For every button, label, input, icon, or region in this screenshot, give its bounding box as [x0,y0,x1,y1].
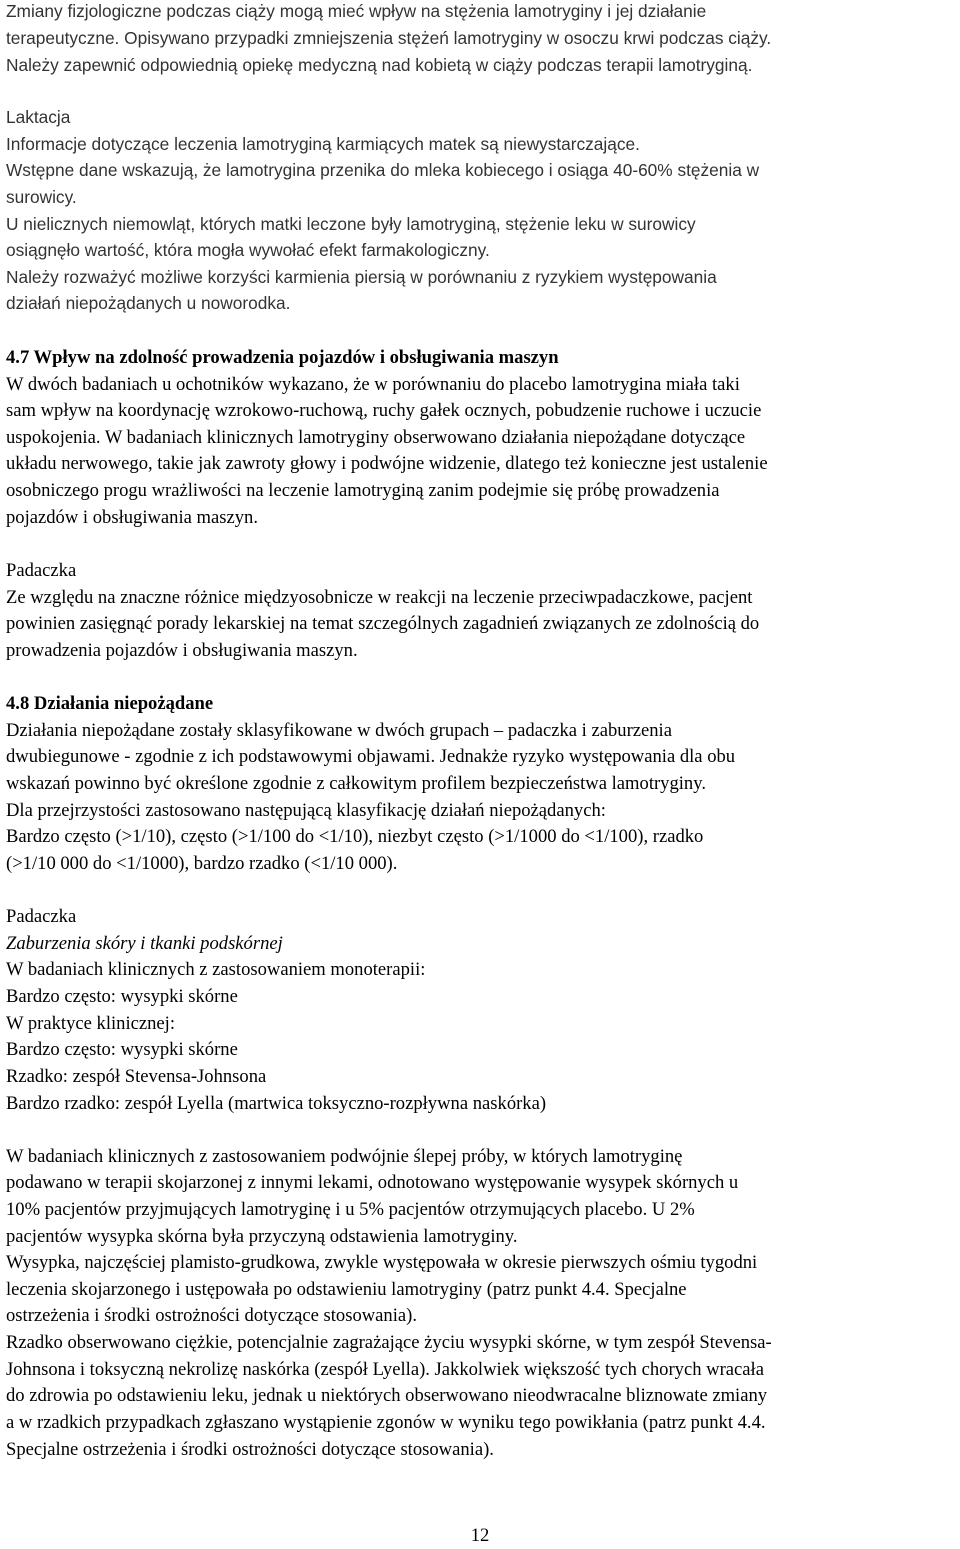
text-line: W dwóch badaniach u ochotników wykazano, że w porównaniu do placebo lamotrygina miała taki [6,374,740,395]
text-line: W praktyce klinicznej: [6,1013,175,1034]
text-line: osobniczego progu wrażliwości na leczenie lamotryginą zanim podejmie się próbę prowadzenia [6,480,720,501]
page-number: 12 [470,1525,490,1546]
text-line: Bardzo często: wysypki skórne [6,1039,238,1060]
text-line: pacjentów wysypka skórna była przyczyną odstawienia lamotryginy. [6,1226,518,1247]
text-line: surowicy. [6,187,77,207]
text-line: Bardzo często: wysypki skórne [6,986,238,1007]
text-line: prowadzenia pojazdów i obsługiwania maszyn. [6,640,358,661]
text-line: Ze względu na znaczne różnice międzyosobnicze w reakcji na leczenie przeciwpadaczkowe, pacjent [6,587,753,608]
text-line: układu nerwowego, takie jak zawroty głowy i podwójne widzenie, dlatego też konieczne jest ustalenie [6,453,768,474]
text-line: a w rzadkich przypadkach zgłaszano wystąpienie zgonów w wyniku tego powikłania (patrz punkt 4.4. [6,1412,766,1433]
text-line: Bardzo często (>1/10), często (>1/100 do <1/10), niezbyt często (>1/1000 do <1/100), rzadko [6,826,704,847]
subsection-heading-italic: Zaburzenia skóry i tkanki podskórnej [6,933,283,954]
text-line: Rzadko: zespół Stevensa-Johnsona [6,1066,267,1087]
text-line: Informacje dotyczące leczenia lamotryginą karmiących matek są niewystarczające. [6,134,640,154]
text-line: Specjalne ostrzeżenia i środki ostrożności dotyczące stosowania). [6,1439,494,1460]
text-line: wskazań powinno być określone zgodnie z całkowitym profilem bezpieczeństwa lamotryginy. [6,773,706,794]
text-line: ostrzeżenia i środki ostrożności dotyczące stosowania). [6,1305,417,1326]
text-line: Należy zapewnić odpowiednią opiekę medyczną nad kobietą w ciąży podczas terapii lamotryginą. [6,55,753,75]
subsection-heading: Padaczka [6,906,77,927]
subsection-heading: Padaczka [6,560,77,581]
text-line: uspokojenia. W badaniach klinicznych lamotryginy obserwowano działania niepożądane dotyczące [6,427,746,448]
text-line: powinien zasięgnąć porady lekarskiej na temat szczególnych zagadnień związanych ze zdolnością do [6,613,760,634]
text-line: Wysypka, najczęściej plamisto-grudkowa, zwykle występowała w okresie pierwszych ośmiu tygodni [6,1252,758,1273]
text-line: działań niepożądanych u noworodka. [6,293,291,313]
text-line: pojazdów i obsługiwania maszyn. [6,507,258,528]
text-line: Johnsona i toksyczną nekrolizę naskórka (zespół Lyella). Jakkolwiek większość tych chorych wracała [6,1359,764,1380]
text-line: dwubiegunowe - zgodnie z ich podstawowymi objawami. Jednakże ryzyko występowania dla obu [6,746,736,767]
text-line: podawano w terapii skojarzonej z innymi lekami, odnotowano występowanie wysypek skórnych u [6,1172,739,1193]
text-line: Działania niepożądane zostały sklasyfikowane w dwóch grupach – padaczka i zaburzenia [6,720,672,741]
text-line: U nielicznych niemowląt, których matki leczone były lamotryginą, stężenie leku w surowicy [6,214,696,234]
text-line: leczenia skojarzonego i ustępowała po odstawieniu lamotryginy (patrz punkt 4.4. Specjalne [6,1279,687,1300]
text-line: (>1/10 000 do <1/1000), bardzo rzadko (<1/10 000). [6,853,398,874]
text-line: Rzadko obserwowano ciężkie, potencjalnie zagrażające życiu wysypki skórne, w tym zespół Stevensa- [6,1332,772,1353]
text-line: W badaniach klinicznych z zastosowaniem podwójnie ślepej próby, w których lamotryginę [6,1146,683,1167]
text-line: Należy rozważyć możliwe korzyści karmienia piersią w porównaniu z ryzykiem występowania [6,267,717,287]
text-line: Zmiany fizjologiczne podczas ciąży mogą mieć wpływ na stężenia lamotryginy i jej działanie [6,1,707,21]
text-line: Wstępne dane wskazują, że lamotrygina przenika do mleka kobiecego i osiąga 40-60% stężenia w [6,160,760,180]
section-heading: 4.7 Wpływ na zdolność prowadzenia pojazdów i obsługiwania maszyn [6,347,559,368]
text-line: terapeutyczne. Opisywano przypadki zmniejszenia stężeń lamotryginy w osoczu krwi podczas ciąży. [6,28,772,48]
text-line: 10% pacjentów przyjmujących lamotryginę i u 5% pacjentów otrzymujących placebo. U 2% [6,1199,695,1220]
section-heading: Laktacja [6,107,71,127]
text-line: sam wpływ na koordynację wzrokowo-ruchową, ruchy gałek ocznych, pobudzenie ruchowe i uczucie [6,400,762,421]
text-line: W badaniach klinicznych z zastosowaniem monoterapii: [6,959,426,980]
text-line: do zdrowia po odstawieniu leku, jednak u niektórych obserwowano nieodwracalne bliznowate zmiany [6,1385,768,1406]
text-line: Bardzo rzadko: zespół Lyella (martwica toksyczno-rozpływna naskórka) [6,1093,547,1114]
text-line: Dla przejrzystości zastosowano następującą klasyfikację działań niepożądanych: [6,800,606,821]
section-heading: 4.8 Działania niepożądane [6,693,214,714]
text-line: osiągnęło wartość, która mogła wywołać efekt farmakologiczny. [6,240,490,260]
